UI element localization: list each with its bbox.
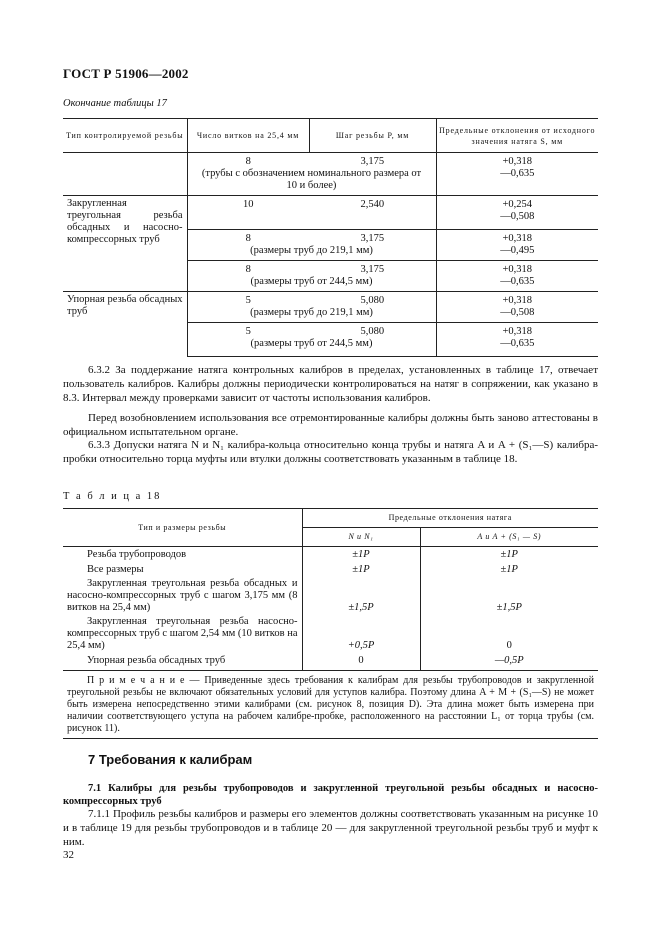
cell-turns: 5	[245, 295, 251, 306]
cell-type: Упорная резьба обсадных труб	[63, 292, 187, 357]
cell-type: Резьба трубопроводов	[87, 549, 187, 560]
cell-type: Закругленная треугольная резьба обсадных и насосно-компрессорных труб	[63, 196, 187, 292]
cell-turns: 8	[245, 233, 251, 244]
cell-note: (размеры труб от 244,5 мм)	[250, 276, 373, 287]
document-header: ГОСТ Р 51906—2002	[63, 66, 189, 81]
cell-turns: 8	[245, 156, 251, 167]
cell-pitch: 5,080	[360, 326, 385, 337]
table-row	[63, 652, 598, 671]
table-header-row	[63, 119, 598, 153]
cell-a: ±1P	[420, 547, 598, 562]
table-row	[63, 614, 598, 652]
cell-deviation: +0,318 —0,635	[436, 323, 598, 357]
cell-n: 0	[302, 652, 420, 671]
table-header-row	[63, 509, 598, 528]
cell-pitch: 3,175	[360, 264, 385, 275]
header-n: N и N₁	[302, 528, 420, 547]
table-row	[63, 561, 598, 576]
section-7-heading: 7 Требования к калибрам	[88, 752, 253, 767]
cell-type: Закругленная треугольная резьба обсадных и насосно-компрессорных труб с шагом 3,175 мм (8 витков на 25,4 мм)	[67, 578, 298, 613]
cell-deviation: +0,318 —0,508	[436, 292, 598, 323]
table-18	[63, 508, 598, 739]
cell-pitch: 2,540	[309, 196, 436, 230]
cell-n: ±1P	[302, 547, 420, 562]
table-row	[63, 196, 598, 230]
table-row	[63, 153, 598, 196]
table-note-row	[63, 671, 598, 739]
cell-turns: 8	[245, 264, 251, 275]
paragraph-6-3-3: 6.3.3 Допуски натяга N и N₁ калибра-кольца относительно конца трубы и натяга A и A + (S₁—S) калибра-пробки относительно торца муфты или втулки должны соответствовать указанным в таблице 18.	[63, 439, 598, 465]
cell-a: 0	[420, 614, 598, 652]
paragraph-6-3-2: 6.3.2 За поддержание натяга контрольных калибров в пределах, установленных в таблице 17, отвечает пользователь калибров. Калибры должны периодически контролироваться на натяг в сопряжении, как указано в 8.3. Интервал между проверками зависит от частоты использования калибров.	[63, 364, 598, 404]
table-row	[63, 576, 598, 614]
table-note: П р и м е ч а н и е — Приведенные здесь требования к калибрам для резьбы трубопроводов и закругленной треугольной резьбы не включают обязательных условий для уступов калибра. Поэтому длина A + M + (S₁—S) не может быть измерена непосредственно этими калибрами (см. рисунок 8, позиция D). Эта длина может быть измерена при наличии соответствующего уступа на рабочем калибре-пробке, расположенного на расстоянии L₁ от торца трубы (см. рисунок 11).	[63, 671, 598, 739]
cell-n: ±1P	[302, 561, 420, 576]
cell-pitch: 3,175	[360, 156, 385, 167]
header-deviation: Предельные отклонения натяга	[302, 509, 598, 528]
header-deviation: Предельные отклонения от исходного значения натяга S, мм	[436, 119, 598, 153]
page-number: 32	[63, 849, 74, 861]
header-pitch: Шаг резьбы P, мм	[309, 119, 436, 153]
cell-note: (размеры труб до 219,1 мм)	[250, 307, 373, 318]
cell-type: Закругленная треугольная резьба насосно-компрессорных труб с шагом 2,54 мм (10 витков на 25,4 мм)	[67, 616, 298, 651]
cell-deviation: +0,318 —0,635	[436, 153, 598, 196]
header-type: Тип и размеры резьбы	[63, 509, 302, 547]
cell-note: (трубы с обозначением номинального размера от 10 и более)	[201, 168, 422, 191]
table-17	[63, 118, 598, 357]
cell-a: ±1,5P	[420, 576, 598, 614]
cell-type: Все размеры	[87, 564, 144, 575]
cell-deviation: +0,254 —0,508	[436, 196, 598, 230]
cell-a: ±1P	[420, 561, 598, 576]
cell-turns: 5	[245, 326, 251, 337]
table-row	[63, 292, 598, 323]
header-turns: Число витков на 25,4 мм	[187, 119, 309, 153]
cell-a: —0,5P	[420, 652, 598, 671]
cell-turns: 10	[187, 196, 309, 230]
table-row	[63, 547, 598, 562]
cell-note: (размеры труб до 219,1 мм)	[250, 245, 373, 256]
subsection-7-1-heading: 7.1 Калибры для резьбы трубопроводов и закругленной треугольной резьбы обсадных и насосно-компрессорных труб	[63, 783, 598, 807]
table17-caption: Окончание таблицы 17	[63, 98, 167, 109]
paragraph-7-1-1: 7.1.1 Профиль резьбы калибров и размеры его элементов должны соответствовать указанным на рисунке 10 и в таблице 19 для резьбы трубопроводов и в таблице 20 — для закругленной треугольной резьбы труб и муфт к ним.	[63, 808, 598, 848]
cell-pitch: 3,175	[360, 233, 385, 244]
cell-deviation: +0,318 —0,495	[436, 230, 598, 261]
cell-n: ±1,5P	[302, 576, 420, 614]
header-a: A и A + (S₁ — S)	[420, 528, 598, 547]
cell-note: (размеры труб от 244,5 мм)	[250, 338, 373, 349]
header-type: Тип контролируемой резьбы	[63, 119, 187, 153]
cell-pitch: 5,080	[360, 295, 385, 306]
cell-type: Упорная резьба обсадных труб	[87, 655, 226, 666]
cell-n: +0,5P	[302, 614, 420, 652]
paragraph-reattest: Перед возобновлением использования все отремонтированные калибры должны быть заново аттестованы в официальном испытательном органе.	[63, 412, 598, 438]
cell-deviation: +0,318 —0,635	[436, 261, 598, 292]
table18-caption: Т а б л и ц а 18	[63, 491, 162, 502]
